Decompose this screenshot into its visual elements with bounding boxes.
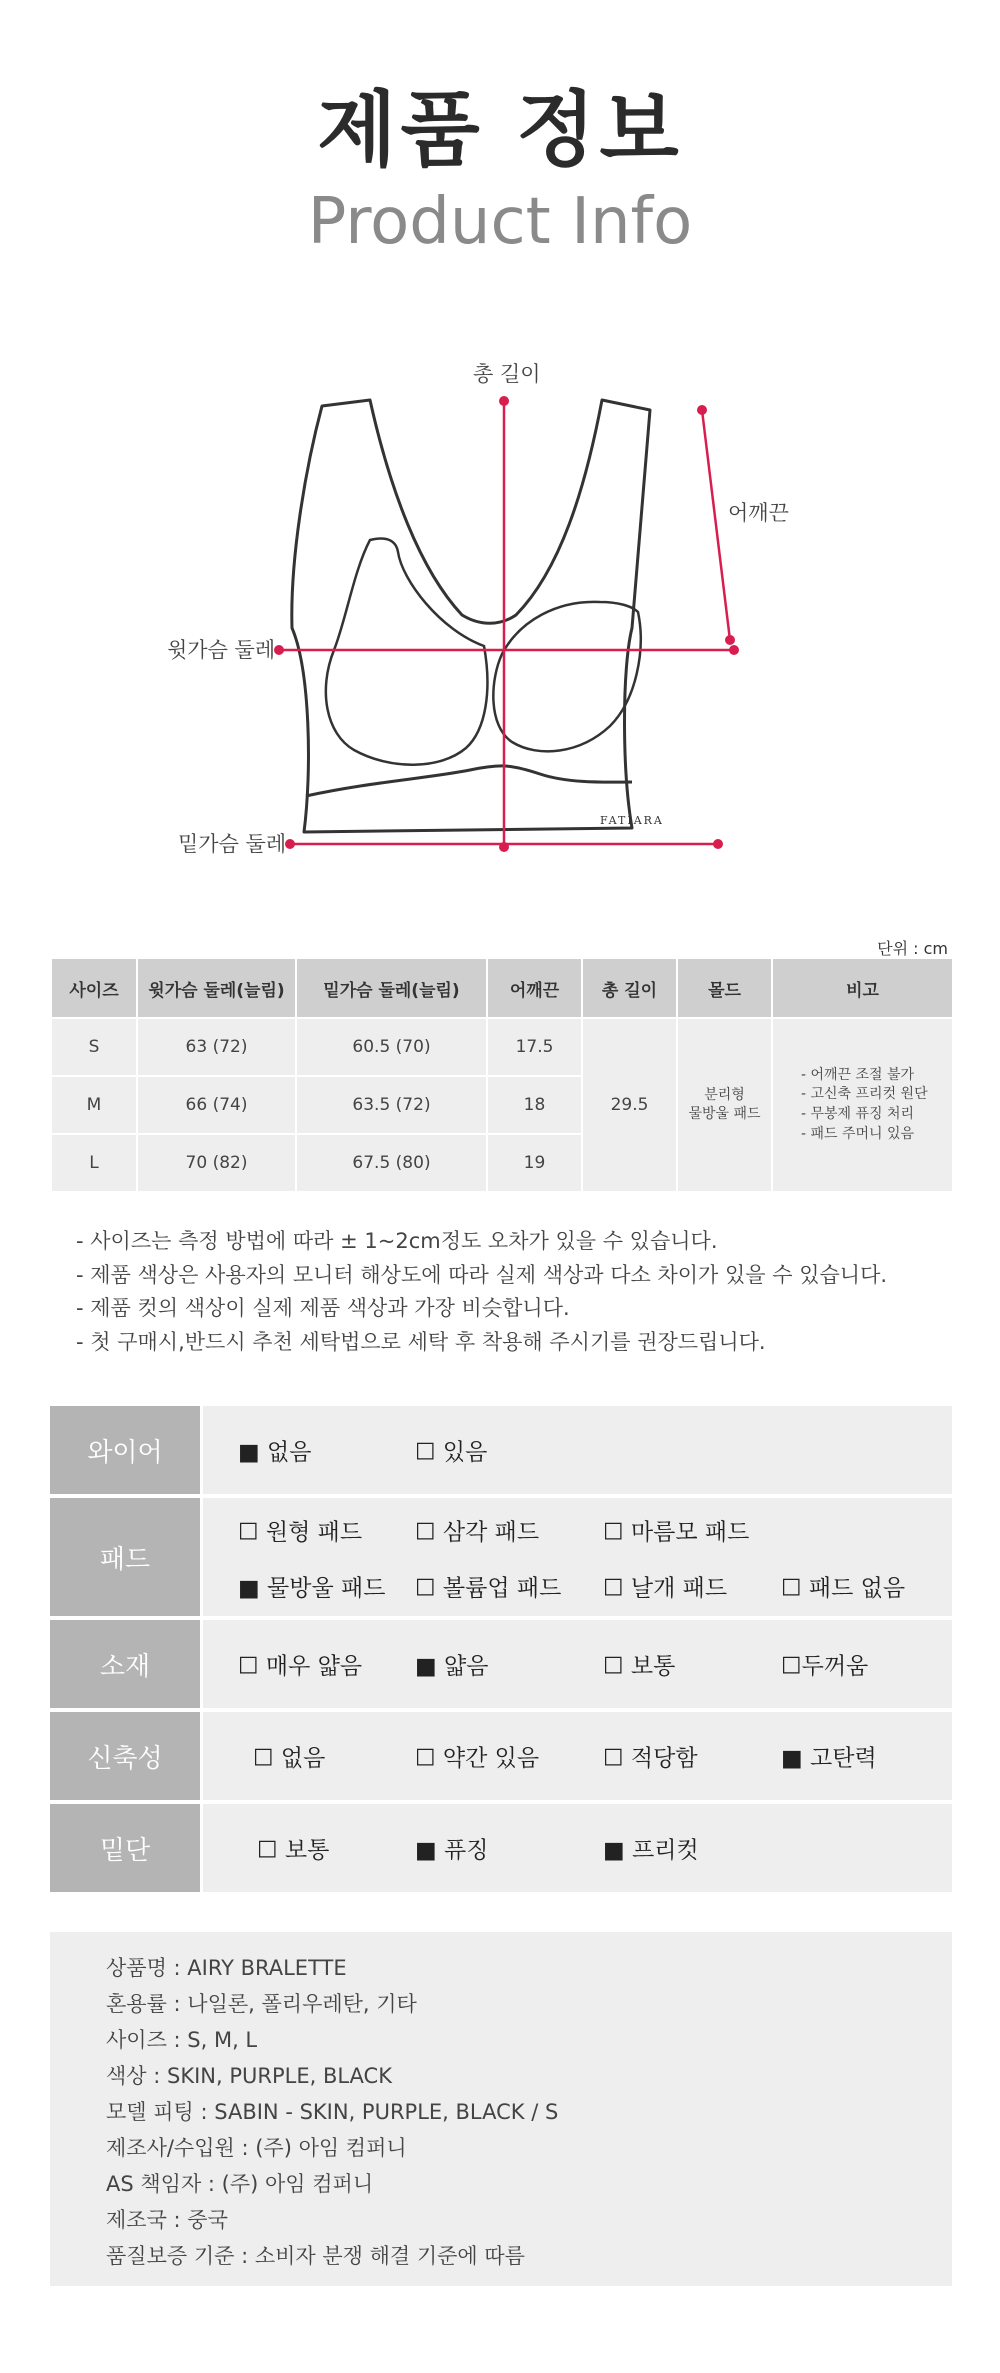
remark-item: - 고신축 프리컷 원단 [801, 1086, 928, 1103]
page-title: 제품 정보 [317, 83, 683, 178]
spec-label-wire: 와이어 [50, 1406, 200, 1494]
spec-option: ☐ 원형 패드 [238, 1519, 363, 1546]
note-item: - 제품 컷의 색상이 실제 제품 색상과 가장 비슷합니다. [76, 1296, 570, 1320]
table-header-row [51, 958, 953, 1018]
spec-row-material [50, 1620, 952, 1708]
cell-remarks [772, 1018, 953, 1192]
header-remarks: 비고 [772, 958, 953, 1018]
info-line: 제조국 : 중국 [106, 2208, 228, 2232]
note-item: - 제품 색상은 사용자의 모니터 해상도에 따라 실제 색상과 다소 차이가 있을 수 있습니다. [76, 1262, 888, 1287]
remark-item: - 어깨끈 조절 불가 [801, 1066, 915, 1083]
header-upper-bust: 윗가슴 둘레(늘림) [137, 958, 296, 1018]
header-strap: 어깨끈 [487, 958, 582, 1018]
measurement-diagram [140, 350, 840, 870]
spec-option: ☐ 약간 있음 [415, 1745, 540, 1772]
header-under-bust: 밑가슴 둘레(늘림) [296, 958, 487, 1018]
remark-item: - 패드 주머니 있음 [801, 1125, 915, 1142]
product-info-box [50, 1932, 952, 2286]
spec-option: ☐ 날개 패드 [603, 1575, 728, 1602]
spec-label-material: 소재 [50, 1620, 200, 1708]
cell-size: M [51, 1076, 137, 1134]
cell-size: S [51, 1018, 137, 1076]
size-table [50, 957, 954, 1193]
label-shoulder-strap: 어깨끈 [728, 501, 789, 525]
spec-row-pad [50, 1498, 952, 1616]
note-item: - 사이즈는 측정 방법에 따라 ± 1~2cm정도 오차가 있을 수 있습니다. [76, 1229, 718, 1253]
spec-option: ☐ 보통 [257, 1837, 330, 1864]
unit-label: 단위 : cm [877, 939, 948, 958]
brand-logo: FATIARA [600, 814, 664, 827]
mold-line-1: 분리형 [704, 1087, 745, 1104]
header-length: 총 길이 [582, 958, 677, 1018]
spec-option: ☐ 있음 [415, 1439, 488, 1466]
spec-body-wire [203, 1406, 952, 1494]
header-size: 사이즈 [51, 958, 137, 1018]
cell-upper: 63 (72) [137, 1018, 296, 1076]
spec-body-pad [203, 1498, 952, 1616]
label-total-length: 총 길이 [473, 362, 541, 386]
spec-option: ☐두꺼움 [781, 1653, 869, 1680]
page-subtitle: Product Info [307, 185, 693, 259]
header-mold: 몰드 [677, 958, 772, 1018]
spec-row-hem [50, 1804, 952, 1892]
spec-body-hem [203, 1804, 952, 1892]
spec-option: ■ 프리컷 [603, 1837, 699, 1864]
note-item: - 첫 구매시,반드시 추천 세탁법으로 세탁 후 착용해 주시기를 권장드립니다. [76, 1329, 766, 1354]
table-row [51, 1018, 953, 1076]
info-line: AS 책임자 : (주) 아임 컴퍼니 [106, 2172, 374, 2196]
label-upper-bust: 윗가슴 둘레 [167, 638, 276, 662]
bralette-illustration [140, 350, 840, 870]
spec-option: ☐ 패드 없음 [781, 1575, 906, 1602]
spec-option: ☐ 매우 얇음 [238, 1653, 363, 1680]
cell-strap: 19 [487, 1134, 582, 1192]
spec-row-wire [50, 1406, 952, 1494]
spec-option: ☐ 적당함 [603, 1745, 698, 1772]
spec-label-pad: 패드 [50, 1498, 200, 1616]
cell-size: L [51, 1134, 137, 1192]
spec-option: ■ 퓨징 [415, 1837, 489, 1864]
remark-item: - 무봉제 퓨징 처리 [801, 1106, 915, 1122]
info-line: 색상 : SKIN, PURPLE, BLACK [106, 2064, 392, 2088]
cell-under: 63.5 (72) [296, 1076, 487, 1134]
spec-label-stretch: 신축성 [50, 1712, 200, 1800]
cell-upper: 70 (82) [137, 1134, 296, 1192]
spec-option: ☐ 없음 [253, 1745, 326, 1772]
cell-strap: 18 [487, 1076, 582, 1134]
info-line: 상품명 : AIRY BRALETTE [106, 1956, 347, 1980]
cell-under: 60.5 (70) [296, 1018, 487, 1076]
info-line: 모델 피팅 : SABIN - SKIN, PURPLE, BLACK / S [106, 2100, 559, 2124]
spec-row-stretch [50, 1712, 952, 1800]
mold-line-2: 물방울 패드 [688, 1106, 761, 1122]
cell-strap: 17.5 [487, 1018, 582, 1076]
spec-label-hem: 밑단 [50, 1804, 200, 1892]
spec-option: ☐ 보통 [603, 1653, 676, 1680]
spec-option: ■ 없음 [238, 1439, 312, 1466]
underband-line [306, 766, 632, 796]
info-line: 혼용률 : 나일론, 폴리우레탄, 기타 [106, 1992, 417, 2016]
info-line: 품질보증 기준 : 소비자 분쟁 해결 기준에 따름 [106, 2244, 525, 2268]
notes-list [76, 1225, 887, 1359]
right-cup [493, 602, 640, 751]
cell-upper: 66 (74) [137, 1076, 296, 1134]
spec-option: ☐ 볼륨업 패드 [415, 1575, 562, 1602]
spec-option: ■ 고탄력 [781, 1745, 877, 1772]
spec-option: ☐ 마름모 패드 [603, 1519, 750, 1546]
cell-length: 29.5 [582, 1018, 677, 1192]
spec-body-material [203, 1620, 952, 1708]
spec-option: ■ 얇음 [415, 1653, 489, 1680]
info-line: 제조사/수입원 : (주) 아임 컴퍼니 [106, 2136, 407, 2160]
label-under-bust: 밑가슴 둘레 [178, 832, 287, 856]
info-line: 사이즈 : S, M, L [106, 2028, 258, 2052]
cell-mold [677, 1018, 772, 1192]
spec-body-stretch [203, 1712, 952, 1800]
spec-option: ☐ 삼각 패드 [415, 1519, 540, 1546]
spec-chart [50, 1406, 952, 1896]
left-cup [326, 539, 488, 765]
cell-under: 67.5 (80) [296, 1134, 487, 1192]
spec-option: ■ 물방울 패드 [238, 1575, 386, 1602]
